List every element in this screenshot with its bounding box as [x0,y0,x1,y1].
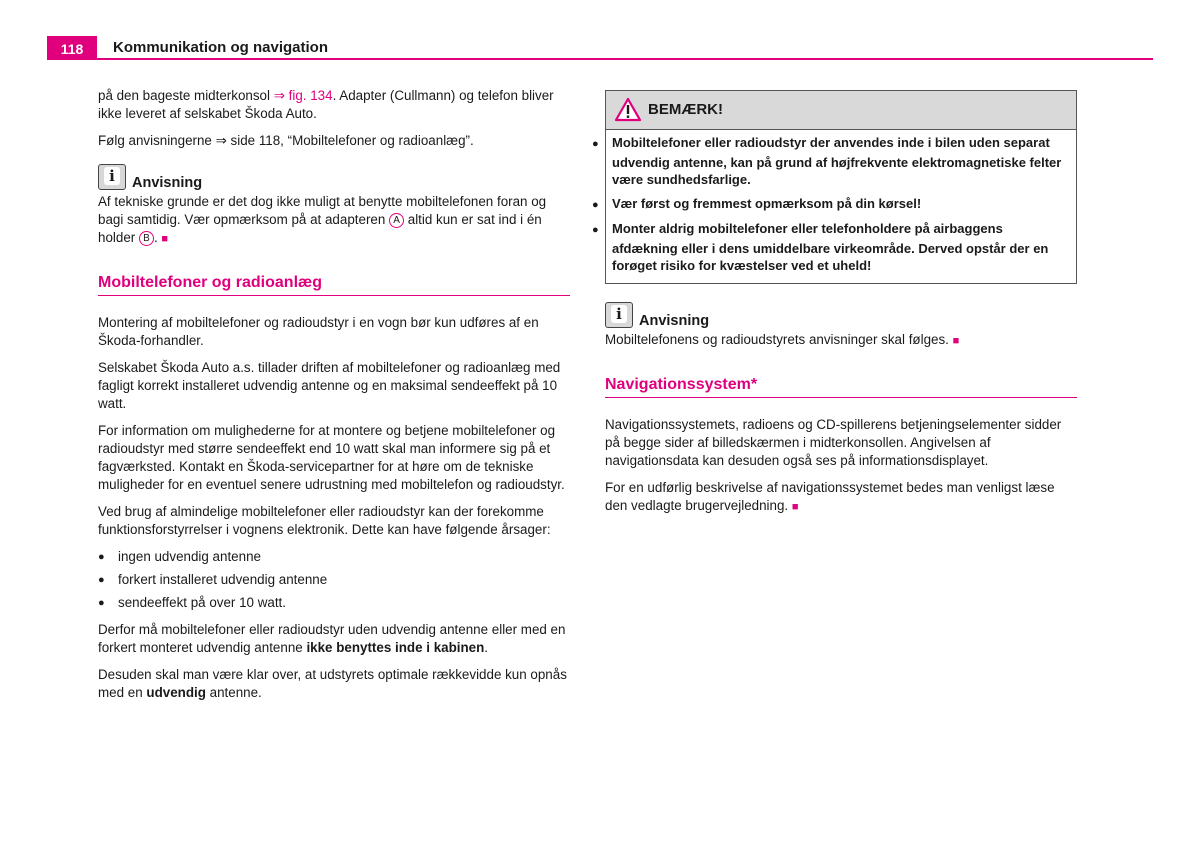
left-column [98,87,570,711]
warning-title: BEMÆRK! [648,101,723,118]
warning-header [606,91,1076,130]
paragraph-adapter: på den bageste midterkonsol ⇒ fig. 134. Adapter (Cullmann) og telefon bliver ikke leveret af selskabet Škoda Auto. [98,88,554,121]
list-item: ● ingen udvendig antenne [98,548,570,566]
end-mark-icon: ■ [161,233,169,245]
info-icon: i [98,164,126,190]
paragraph: Ved brug af almindelige mobiltelefoner eller radioudstyr kan der forekomme funktionsforstyrrelser i vognens elektronik. Dette kan have følgende årsager: [98,504,551,537]
warning-triangle-icon [614,97,642,122]
warning-item: ● Monter aldrig mobiltelefoner eller telefonholdere på airbaggens afdækning eller i dens umiddelbare virkeområde. Derved opstår der en forøget risiko for kvæstelser ved et uheld! [592,221,1049,273]
note-heading [98,164,570,194]
paragraph: Derfor må mobiltelefoner eller radioudstyr uden udvendig antenne eller med en forkert monteret udvendig antenne ikke benyttes inde i kabinen. [98,622,566,655]
note-heading [605,302,1077,332]
paragraph: Selskabet Škoda Auto a.s. tillader driften af mobiltelefoner og radioanlæg med fagligt korrekt installeret udvendig antenne og en maksimal sendeeffekt på 10 watt. [98,360,561,411]
note-title: Anvisning [132,175,203,191]
note-title: Anvisning [639,312,710,329]
paragraph: Desuden skal man være klar over, at udstyrets optimale rækkevidde kun opnås med en udvendig antenne. [98,667,567,700]
note-text: Mobiltelefonens og radioudstyrets anvisninger skal følges. ■ [605,331,960,347]
info-icon: i [605,302,633,328]
paragraph: Navigationssystemets, radioens og CD-spillerens betjeningselementer sidder på begge sider af billedskærmen i midterkonsollen. Angivelsen af navigationsdata kan desuden også ses på informationsdisplayet. [605,416,1062,468]
chapter-title: Kommunikation og navigation [113,39,329,56]
cause-list [98,548,570,612]
paragraph: Montering af mobiltelefoner og radioudstyr i en vogn bør kun udføres af en Škoda-forhandler. [98,315,539,348]
header-rule [97,58,1153,60]
section-title-mobile: Mobiltelefoner og radioanlæg [98,274,570,296]
page-header [47,36,1153,62]
paragraph: For en udførlig beskrivelse af navigationssystemet bedes man venligst læse den vedlagte brugervejledning. ■ [605,479,1055,513]
list-item: ● sendeeffekt på over 10 watt. [98,594,570,612]
section-title-navigation: Navigationssystem* [605,376,1077,398]
note-text: Af tekniske grunde er det dog ikke muligt at benytte mobiltelefonen foran og bagi samtidig. Vær opmærksom på at adapteren A altid kun er sat ind i én holder B . ■ [98,194,547,245]
end-mark-icon: ■ [952,334,960,347]
paragraph: For information om mulighederne for at montere og betjene mobiltelefoner og radioudstyr med større sendeeffekt end 10 watt skal man informere sig på et fagværksted. Kontakt en Škoda-servicepartner for at høre om de tekniske muligheder for en eventuel senere udrustning med mobiltelefon og radioudstyr. [98,423,565,492]
callout-letter-a: A [389,213,404,228]
warning-body [592,130,1076,283]
page-number: 118 [47,36,97,60]
warning-item: ● Mobiltelefoner eller radioudstyr der anvendes inde i bilen uden separat udvendig antenne, kan på grund af højfrekvente elektromagnetiske felter være sundhedsfarlige. [592,135,1062,187]
list-item: ● forkert installeret udvendig antenne [98,571,570,589]
callout-letter-b: B [139,231,154,246]
right-column [592,90,1077,525]
warning-box [592,90,1077,284]
figure-link[interactable]: ⇒ fig. 134 [273,88,333,103]
warning-item: ● Vær først og fremmest opmærksom på din kørsel! [592,195,922,211]
paragraph-reference: Følg anvisningerne ⇒ side 118, “Mobiltelefoner og radioanlæg”. [98,133,474,148]
end-mark-icon: ■ [791,500,799,513]
